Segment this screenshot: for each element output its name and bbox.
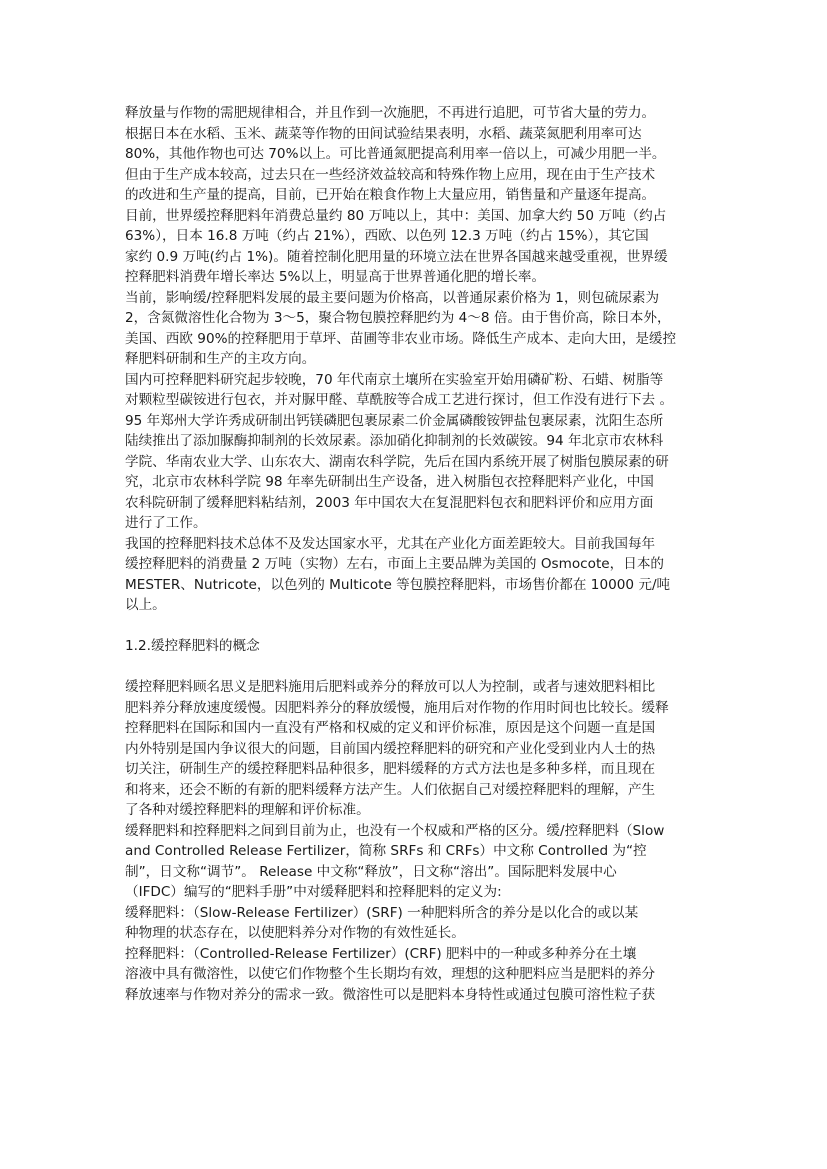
- text-line: 缓释肥料和控释肥料之间到目前为止，也没有一个权威和严格的区分。缓/控释肥料（Slow: [125, 822, 665, 839]
- text-line: 陆续推出了添加脲酶抑制剂的长效尿素。添加硝化抑制剂的长效碳铵。94 年北京市农林科: [125, 433, 664, 449]
- text-line: 但由于生产成本较高，过去只在一些经济效益较高和特殊作物上应用，现在由于生产技术: [125, 166, 656, 183]
- text-line: 的改进和生产量的提高，目前，已开始在粮食作物上大量应用，销售量和产量逐年提高。: [125, 187, 656, 203]
- text-line: 释肥料研制和生产的主攻方向。: [125, 351, 316, 367]
- text-line: 95 年郑州大学许秀成研制出钙镁磷肥包裹尿素二价金属磷酸铵钾盐包裹尿素，沈阳生态所: [125, 412, 664, 429]
- paragraph: [125, 903, 707, 944]
- text-line: 溶液中具有微溶性，以使它们作物整个生长期均有效，理想的这种肥料应当是肥料的养分: [125, 966, 656, 982]
- text-line: 缓控释肥料的消费量 2 万吨（实物）左右，市面上主要品牌为美国的 Osmocote，日本的: [125, 556, 665, 572]
- text-line: 学院、华南农业大学、山东农大、湖南农科学院，先后在国内系统开展了树脂包膜尿素的研: [125, 453, 669, 470]
- text-line: 目前，世界缓控释肥料年消费总量约 80 万吨以上，其中：美国、加拿大约 50 万吨（约占: [125, 207, 667, 224]
- blank-line: [125, 657, 707, 678]
- paragraph: [125, 206, 707, 288]
- paragraph: [125, 944, 707, 1006]
- text-line: （IFDC）编写的“肥料手册”中对缓释肥料和控释肥料的定义为:: [125, 884, 502, 900]
- text-line: 当前，影响缓/控释肥料发展的最主要问题为价格高，以普通尿素价格为 1，则包硫尿素为: [125, 289, 660, 306]
- text-line: 控释肥料在国际和国内一直没有严格和权威的定义和评价标准，原因是这个问题一直是国: [125, 720, 656, 736]
- text-line: 种物理的状态存在，以使肥料养分对作物的有效性延长。: [125, 925, 465, 941]
- text-line: 控释肥料：（Controlled-Release Fertilizer）(CRF) 肥料中的一种或多种养分在土壤: [125, 945, 637, 962]
- text-line: 根据日本在水稻、玉米、蔬菜等作物的田间试验结果表明，水稻、蔬菜氮肥利用率可达: [125, 125, 642, 142]
- text-line: 内外特别是国内争议很大的问题，目前国内缓控释肥料的研究和产业化受到业内人士的热: [125, 740, 656, 757]
- text-line: 释放速率与作物对养分的需求一致。微溶性可以是肥料本身特性或通过包膜可溶性粒子获: [125, 986, 656, 1003]
- text-line: 切关注，研制生产的缓控释肥料品种很多，肥料缓释的方式方法也是多种多样，而且现在: [125, 761, 656, 777]
- text-line: 农科院研制了缓释肥料粘结剂，2003 年中国农大在复混肥料包衣和肥料评价和应用方面: [125, 494, 654, 511]
- blank-line: [125, 616, 707, 637]
- text-line: 家约 0.9 万吨(约占 1%)。随着控制化肥用量的环境立法在世界各国越来越受重视，世界缓: [125, 248, 668, 265]
- text-line: 缓释肥料：（Slow-Release Fertilizer）(SRF) 一种肥料所含的养分是以化合的或以某: [125, 904, 639, 921]
- paragraph: [125, 534, 707, 616]
- text-line: 美国、西欧 90%的控释肥用于草坪、苗圃等非农业市场。降低生产成本、走向大田，是缓控: [125, 330, 677, 347]
- paragraph: [125, 288, 707, 370]
- text-line: 进行了工作。: [125, 515, 207, 531]
- text-line: 缓控释肥料顾名思义是肥料施用后肥料或养分的释放可以人为控制，或者与速效肥料相比: [125, 679, 656, 695]
- paragraph: [125, 103, 707, 206]
- text-line: 63%），日本 16.8 万吨（约占 21%），西欧、以色列 12.3 万吨（约占 15%），其它国: [125, 228, 649, 244]
- text-line: 对颗粒型碳铵进行包衣，并对脲甲醛、草酰胺等合成工艺进行探讨，但工作没有进行下去 。: [125, 392, 674, 408]
- text-line: 和将来，还会不断的有新的肥料缓释方法产生。人们依据自己对缓控释肥料的理解，产生: [125, 781, 656, 798]
- text-line: 我国的控释肥料技术总体不及发达国家水平，尤其在产业化方面差距较大。目前我国每年: [125, 535, 656, 552]
- text-line: MESTER、Nutricote，以色列的 Multicote 等包膜控释肥料，市场售价都在 10000 元/吨: [125, 576, 671, 593]
- paragraph: [125, 821, 707, 903]
- text-line: and Controlled Release Fertilizer，简称 SRFs 和 CRFs）中文称 Controlled 为“控: [125, 843, 647, 859]
- section-heading: [125, 636, 707, 657]
- paragraph: [125, 677, 707, 821]
- text-line: 了各种对缓控释肥料的理解和评价标准。: [125, 802, 370, 818]
- text-line: 释放量与作物的需肥规律相合，并且作到一次施肥，不再进行追肥，可节省大量的劳力。: [125, 105, 656, 121]
- text-line: 以上。: [125, 597, 166, 613]
- document-page: [125, 103, 707, 1005]
- text-line: 究，北京市农林科学院 98 年率先研制出生产设备，进入树脂包衣控释肥料产业化，中国: [125, 474, 654, 490]
- text-line: 制”，日文称“调节”。 Release 中文称“释放”，日文称“溶出”。国际肥料发展中心: [125, 863, 617, 880]
- text-line: 国内可控释肥料研究起步较晚，70 年代南京土壤所在实验室开始用磷矿粉、石蜡、树脂等: [125, 371, 664, 388]
- text-line: 1.2.缓控释肥料的概念: [125, 638, 260, 654]
- text-line: 2，含氮微溶性化合物为 3～5，聚合物包膜控释肥约为 4～8 倍。由于售价高，除日本外，: [125, 310, 671, 326]
- text-line: 控释肥料消费年增长率达 5%以上，明显高于世界普通化肥的增长率。: [125, 269, 546, 285]
- text-line: 80%，其他作物也可达 70%以上。可比普通氮肥提高利用率一倍以上，可减少用肥一半。: [125, 146, 666, 162]
- paragraph: [125, 370, 707, 534]
- text-line: 肥料养分释放速度缓慢。因肥料养分的释放缓慢，施用后对作物的作用时间也比较长。缓释: [125, 699, 669, 716]
